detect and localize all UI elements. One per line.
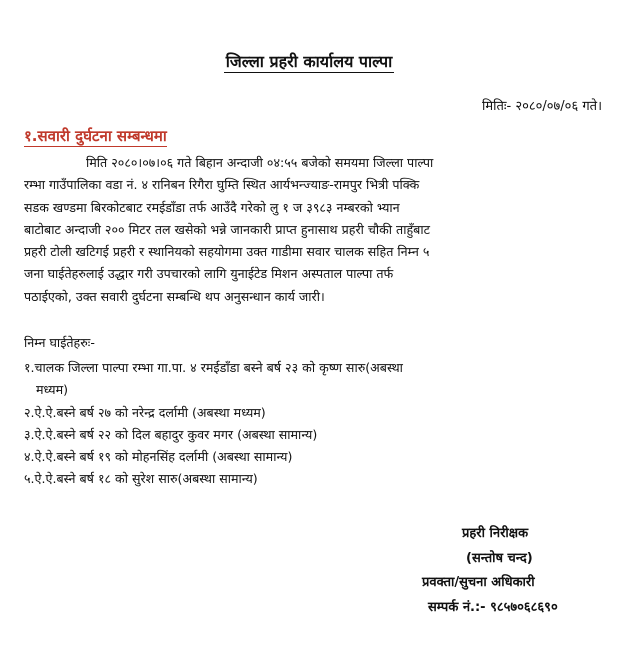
paragraph-line: पठाईएको, उक्त सवारी दुर्घटना सम्बन्धि थप अनुसन्धान कार्य जारी। — [24, 288, 325, 304]
injured-list — [24, 357, 602, 491]
injured-item: ४.ऐ.ऐ.बस्ने बर्ष १९ को मोहनसिंह दर्लामी (अबस्था सामान्य) — [24, 449, 293, 465]
signatory-role: प्रवक्ता/सुचना अधिकारी — [422, 575, 535, 590]
injured-item: ३.ऐ.ऐ.बस्ने बर्ष २२ को दिल बहादुर कुवर मगर (अबस्था सामान्य) — [24, 426, 318, 442]
injured-item: ५.ऐ.ऐ.बस्ने बर्ष १८ को सुरेश सारु(अबस्था सामान्य) — [24, 471, 258, 487]
signatory-contact: सम्पर्क नं.:- ९८५७०६८६९० — [428, 599, 558, 615]
paragraph-line: सडक खण्डमा बिरकोटबाट रमईडाँडा तर्फ आउँदै गरेको लु १ ज ३९८३ नम्बरको भ्यान — [24, 199, 400, 215]
paragraph-line: प्रहरी टोली खटिगई प्रहरी र स्थानियको सहयोगमा उक्त गाडीमा सवार चालक सहित निम्न ५ — [24, 244, 430, 260]
paragraph-line: जना घाईतेहरुलाई उद्धार गरी उपचारको लागि युनाईटेड मिशन अस्पताल पाल्पा तर्फ — [24, 266, 394, 282]
injured-item: १.चालक जिल्ला पाल्पा रम्भा गा.पा. ४ रमईडाँडा बस्ने बर्ष २३ को कृष्ण सारु(अबस्था — [24, 360, 403, 375]
paragraph-line: बाटोबाट अन्दाजी २०० मिटर तल खसेको भन्ने जानकारी प्राप्त हुनासाथ प्रहरी चौकी ताहुँबाट — [24, 221, 430, 237]
signatory-name: (सन्तोष चन्द) — [466, 550, 533, 566]
section-heading-text: १.सवारी दुर्घटना सम्बन्धमा — [24, 127, 167, 145]
injured-item-continuation: मध्यम) — [36, 382, 69, 398]
injured-heading: निम्न घाईतेहरुः- — [24, 335, 95, 350]
document-date: मितिः- २०८०/०७/०६ गते। — [482, 99, 602, 114]
paragraph-line: मिति २०८०।०७।०६ गते बिहान अन्दाजी ०४:५५ बजेको समयमा जिल्ला पाल्पा — [86, 155, 434, 170]
section-heading — [24, 126, 167, 146]
signature-block — [392, 522, 612, 620]
signatory-rank: प्रहरी निरीक्षक — [462, 526, 529, 541]
injured-item: २.ऐ.ऐ.बस्ने बर्ष २७ को नरेन्द्र दर्लामी (अबस्था मध्यम) — [24, 404, 266, 420]
office-title-text: जिल्ला प्रहरी कार्यालय पाल्पा — [225, 52, 393, 71]
paragraph-line: रम्भा गाउँपालिका वडा नं. ४ रानिबन रिगैरा घुम्ति स्थित आर्यभन्ज्याङ-रामपुर भित्री पक्कि — [24, 177, 420, 193]
office-title — [0, 50, 618, 72]
incident-paragraph — [24, 152, 602, 308]
